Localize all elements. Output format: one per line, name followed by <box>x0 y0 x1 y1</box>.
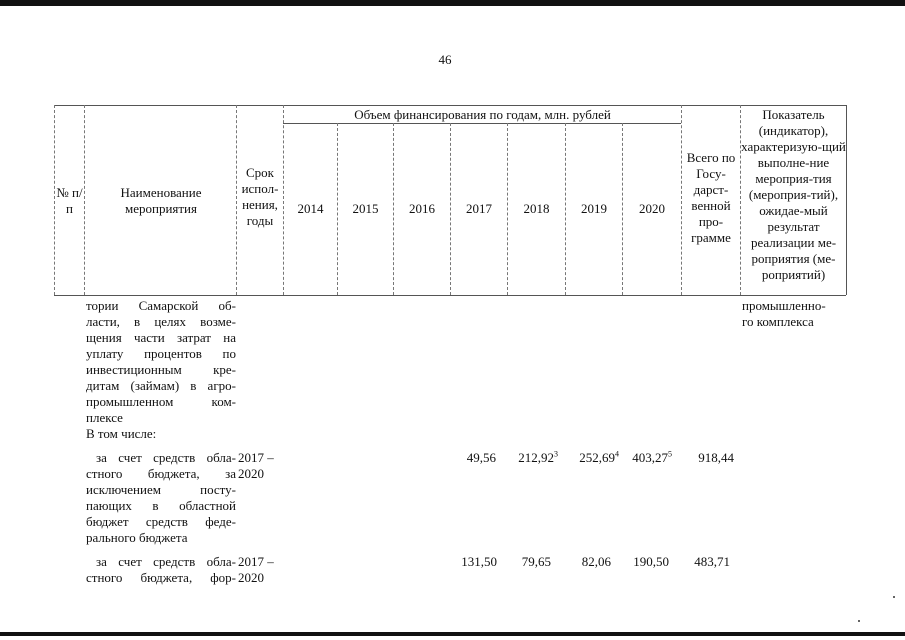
value-total: 918,44 <box>698 450 734 465</box>
intro-line: тории Самарской об- <box>86 298 236 313</box>
header-total: Всего по Госу-дарст-венной про-грамме <box>686 150 736 245</box>
header-indicator: Показатель (индикатор), характеризую-щий выполне-ние мероприя-тия (мероприя-тий), ожидае-мый результат реализации ме-роприятия (ме-роприятий) <box>741 107 846 282</box>
row-label-line: стного бюджета, фор- <box>86 570 236 585</box>
intro-line: инвестиционным кре- <box>86 362 236 377</box>
indicator-line: го комплекса <box>742 314 814 329</box>
row-label-line: бюджет средств феде- <box>86 514 236 529</box>
row-term: 2017 – <box>238 450 274 465</box>
header-year: 2016 <box>409 201 435 216</box>
intro-subheading: В том числе: <box>86 426 157 441</box>
row-label-line: за счет средств обла- <box>96 554 236 569</box>
intro-line: дитам (займам) в агро- <box>86 378 236 393</box>
row-term: 2020 <box>238 570 264 585</box>
value-2018: 79,65 <box>521 554 551 569</box>
header-funding-group: Объем финансирования по годам, млн. рублей <box>354 107 611 122</box>
value-2019: 252,69$^4$ <box>579 449 619 465</box>
header-year: 2014 <box>297 201 324 216</box>
value-2018: 212,92$^3$ <box>518 449 558 465</box>
intro-line: щения части затрат на <box>86 330 236 345</box>
indicator-line: промышленно- <box>742 298 826 313</box>
header-year: 2019 <box>581 201 607 216</box>
row-term: 2017 – <box>238 554 274 569</box>
top-edge-bar <box>0 0 905 6</box>
intro-line: промышленном ком- <box>86 394 236 409</box>
header-year: 2017 <box>466 201 492 216</box>
header-year: 2015 <box>352 201 379 216</box>
value-2020: 190,50 <box>633 554 669 569</box>
row-label-line: за счет средств обла- <box>96 450 236 465</box>
value-2020: 403,27$^5$ <box>632 449 672 465</box>
row-term: 2020 <box>238 466 264 481</box>
row-label-line: исключением посту- <box>86 482 236 497</box>
page-number: 46 <box>438 52 452 67</box>
row-label-line: стного бюджета, за <box>86 466 236 481</box>
intro-line: плексе <box>86 410 123 425</box>
row-label-line: пающих в областной <box>86 498 236 513</box>
value-2019: 82,06 <box>581 554 611 569</box>
header-year: 2018 <box>523 201 550 216</box>
row-label-line: рального бюджета <box>86 530 188 545</box>
value-2017: 49,56 <box>466 450 496 465</box>
bottom-edge-bar <box>0 632 905 636</box>
scan-speck <box>893 596 895 598</box>
value-total: 483,71 <box>694 554 730 569</box>
header-num: № п/п <box>56 185 83 216</box>
value-2017: 131,50 <box>461 554 497 569</box>
header-year: 2020 <box>639 201 665 216</box>
intro-line: ласти, в целях возме- <box>86 314 236 329</box>
header-term: Срок испол-нения, годы <box>241 165 279 228</box>
scan-speck <box>858 620 860 622</box>
intro-line: уплату процентов по <box>86 346 236 361</box>
header-name: Наименование мероприятия <box>120 185 202 216</box>
